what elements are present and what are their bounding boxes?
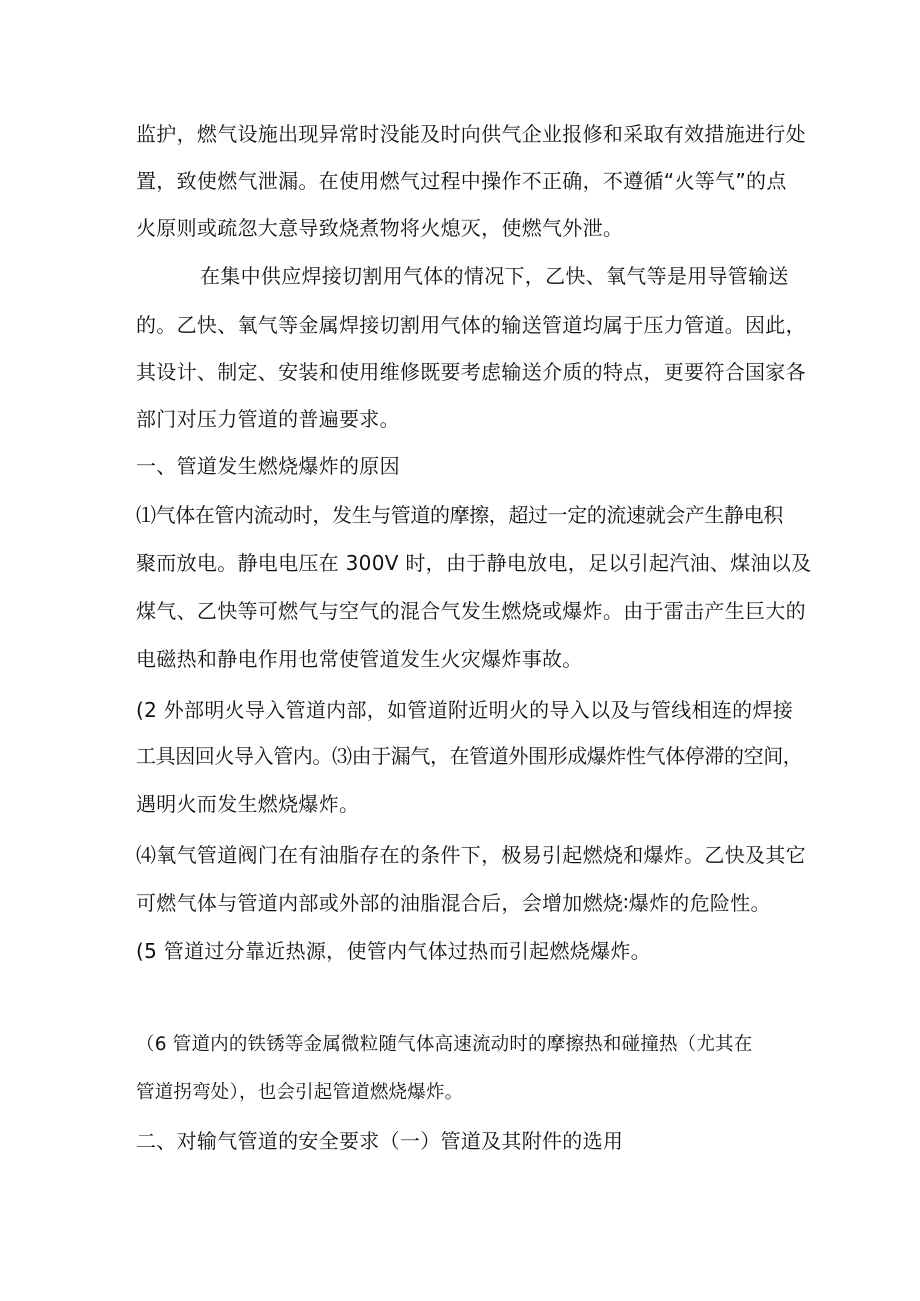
text-line: 其设计、制定、安装和使用维修既要考虑输送介质的特点，更要符合国家各: [136, 360, 806, 384]
text-line: 工具因回火导入管内。⑶由于漏气，在管道外围形成爆炸性气体停滞的空间，: [136, 744, 803, 768]
text-line: 置，致使燃气泄漏。在使用燃气过程中操作不正确，不遵循“火等气”的点: [136, 169, 787, 193]
text-line: ⑷氧气管道阀门在有油脂存在的条件下，极易引起燃烧和爆炸。乙快及其它: [136, 843, 806, 867]
text-line: 聚而放电。静电电压在 300V 时，由于静电放电，足以引起汽油、煤油以及: [136, 551, 812, 575]
text-line: (5 管道过分靠近热源，使管内气体过热而引起燃烧爆炸。: [136, 939, 651, 963]
section-heading: 一、管道发生燃烧爆炸的原因: [136, 454, 400, 478]
text-line: 遇明火而发生燃烧爆炸。: [136, 792, 360, 816]
text-line: ⑴气体在管内流动时，发生与管道的摩擦，超过一定的流速就会产生静电积: [136, 503, 783, 527]
text-line: 监护，燃气设施出现异常时没能及时向供气企业报修和采取有效措施进行处: [136, 122, 806, 146]
text-line: 的。乙快、氧气等金属焊接切割用气体的输送管道均属于压力管道。因此，: [136, 313, 806, 337]
text-line: 火原则或疏忽大意导致烧煮物将火熄灭，使燃气外泄。: [136, 216, 624, 240]
text-line: 在集中供应焊接切割用气体的情况下，乙快、氧气等是用导管输送: [200, 264, 789, 288]
text-line: 管道拐弯处），也会引起管道燃烧爆炸。: [136, 1082, 464, 1103]
text-line: (2 外部明火导入管道内部，如管道附近明火的导入以及与管线相连的焊接: [136, 698, 794, 722]
text-line: 电磁热和静电作用也常使管道发生火灾爆炸事故。: [136, 647, 583, 671]
text-line: 部门对压力管道的普遍要求。: [136, 407, 400, 431]
text-line: 煤气、乙快等可燃气与空气的混合气发生燃烧或爆炸。由于雷击产生巨大的: [136, 599, 806, 623]
text-line: （6 管道内的铁锈等金属微粒随气体高速流动时的摩擦热和碰撞热（尤其在: [136, 1034, 753, 1055]
text-line: 可燃气体与管道内部或外部的油脂混合后，会增加燃烧∶爆炸的危险性。: [136, 891, 771, 915]
section-heading: 二、对输气管道的安全要求（一）管道及其附件的选用: [136, 1129, 624, 1153]
